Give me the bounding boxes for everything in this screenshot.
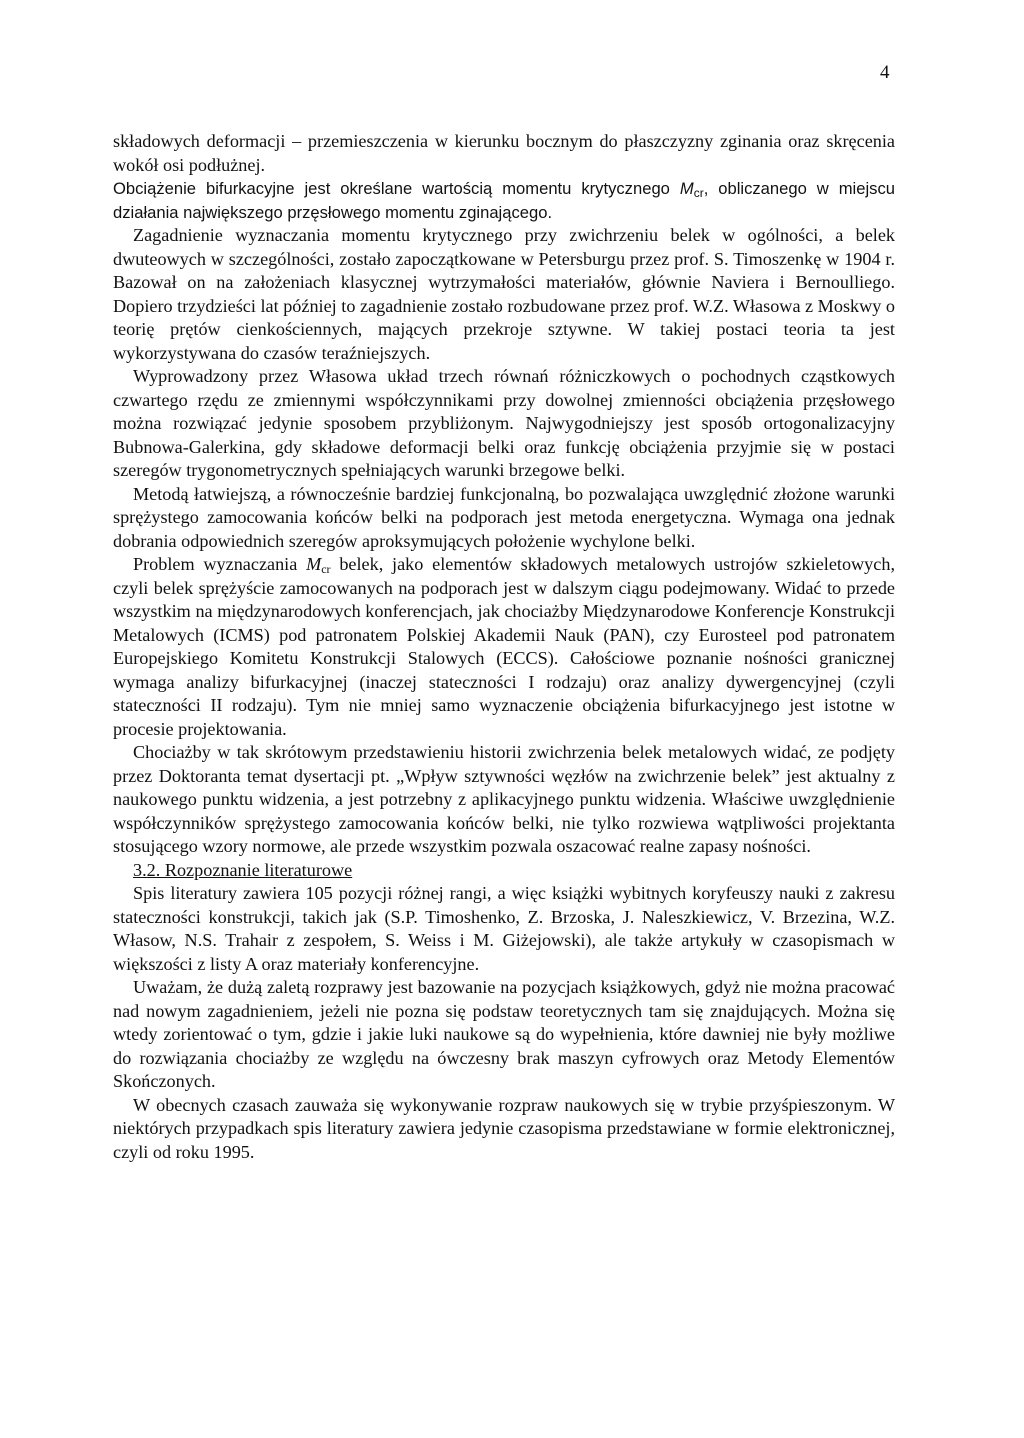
symbol-subscript: cr [321,562,331,576]
paragraph-continuation: składowych deformacji – przemieszczenia w kierunku bocznym do płaszczyzny zginania oraz skręcenia wokół osi podłużnej. [113,131,895,175]
paragraph-problem-mcr [113,553,895,741]
text-fragment: Obciążenie bifurkacyjne jest określane wartością momentu krytycznego [113,179,680,198]
symbol-mcr [680,179,704,198]
document-body [113,130,895,1164]
paragraph-literature-count: Spis literatury zawiera 105 pozycji różnej rangi, a więc książki wybitnych koryfeuszy nauki z zakresu stateczności konstrukcji, takich jak (S.P. Timoshenko, Z. Brzoska, J. Naleszkiewicz, V. Brzezina, W.Z. Własow, N.S. Trahair z zespołem, S. Weiss i M. Giżejowski), ale także artykuły w czasopismach w większości z listy A oraz materiały konferencyjne. [113,883,895,974]
paragraph-history: Zagadnienie wyznaczania momentu krytycznego przy zwichrzeniu belek w ogólności, a belek dwuteowych w szczególności, zostało zapoczątkowane w Petersburgu przez prof. S. Timoszenkę w 1904 r. Bazował on na założeniach klasycznej wytrzymałości materiałów, głównie Naviera i Bernoulliego. Dopiero trzydzieści lat później to zagadnienie zostało rozbudowane przez prof. W.Z. Własowa z Moskwy o teorię prętów cienkościennych, mających przekroje sztywne. W takiej postaci teoria ta jest wykorzystywana do czasów teraźniejszych. [113,225,895,363]
symbol-subscript: cr [693,186,704,200]
text-fragment: , obliczanego w miejscu działania największego przęsłowego momentu zginającego. [113,179,895,222]
symbol-m: M [306,554,322,574]
paragraph-vlasov-equations: Wyprowadzony przez Własowa układ trzech równań różniczkowych o pochodnych cząstkowych czwartego rzędu ze zmiennymi współczynnikami przy dowolnej zmienności obciążenia przęsłowego można rozwiązać jedynie sposobem przybliżonym. Najwygodniejszy jest sposób ortogonalizacyjny Bubnowa-Galerkina, gdy składowe deformacji belki oraz funkcję obciążenia przyjmie się w postaci szeregów trygonometrycznych spełniających warunki brzegowe belki. [113,366,895,480]
section-heading: 3.2. Rozpoznanie literaturowe [133,859,353,880]
paragraph-topic-relevance: Chociażby w tak skrótowym przedstawieniu historii zwichrzenia belek metalowych widać, ze podjęty przez Doktoranta temat dysertacji pt. „Wpływ sztywności węzłów na zwichrzenie belek” jest aktualny z naukowego punktu widzenia, a jest potrzebny z aplikacyjnego punktu widzenia. Właściwe uwzględnienie współczynników sprężystego zamocowania końców belki, nie tylko rozwiewa wątpliwości projektanta stosującego wzory normowe, ale przede wszystkim pozwala oszacować realne zapasy nośności. [113,742,895,856]
paragraph-modern-practice: W obecnych czasach zauważa się wykonywanie rozpraw naukowych się w trybie przyśpieszonym. W niektórych przypadkach spis literatury zawiera jedynie czasopisma przedstawiane w formie elektronicznej, czyli od roku 1995. [113,1094,895,1162]
paragraph-energy-method: Metodą łatwiejszą, a równocześnie bardziej funkcjonalną, bo pozwalająca uwzględnić złożone warunki sprężystego zamocowania końców belki na podporach jest metoda energetyczna. Wymaga ona jednak dobrania odpowiednich szeregów aproksymujących położenie wychylone belki. [113,483,895,551]
text-fragment: Problem wyznaczania [133,554,307,574]
symbol-mcr [306,554,330,574]
text-fragment: belek, jako elementów składowych metalowych ustrojów szkieletowych, czyli belek sprężyście zamocowanych na podporach jest w dalszym ciągu podejmowany. Widać to przede wszystkim na międzynarodowych konferencjach, jak chociażby Międzynarodowe Konferencje Konstrukcji Metalowych (ICMS) pod patronatem Polskiej Akademii Nauk (PAN), czy Eurosteel pod patronatem Europejskiego Komitetu Konstrukcji Stalowych (ECCS). Całościowe poznanie nośności granicznej wymaga analizy bifurkacyjnej (inaczej stateczności I rodzaju) oraz analizy dywergencyjnej (czyli stateczności II rodzaju). Tym nie mniej samo wyznaczenie obciążenia bifurkacyjnego jest istotne w procesie projektowania. [113,554,895,739]
page-number: 4 [880,62,890,83]
paragraph-book-sources: Uważam, że dużą zaletą rozprawy jest bazowanie na pozycjach książkowych, gdyż nie można pracować nad nowym zagadnieniem, jeżeli nie pozna się podstaw teoretycznych tam się znajdujących. Można się wtedy zorientować o tym, gdzie i jakie luki naukowe są do wypełnienia, które dawniej nie były możliwe do rozwiązania chociażby ze względu na ówczesny brak maszyn cyfrowych oraz Metody Elementów Skończonych. [113,977,895,1091]
paragraph-bifurcation-load [113,177,895,224]
symbol-m: M [679,179,694,198]
